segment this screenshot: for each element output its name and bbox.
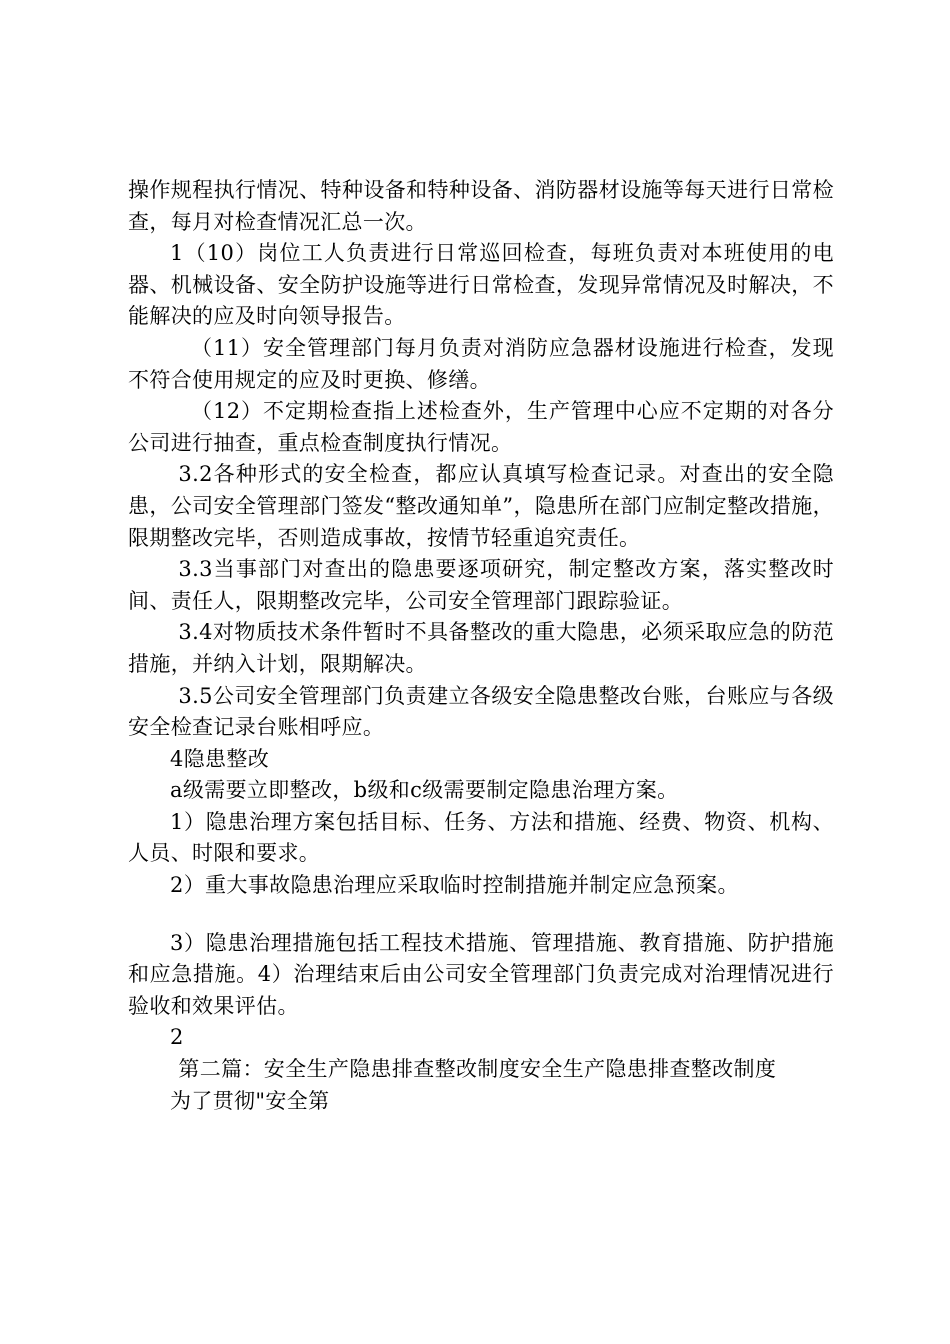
section-heading-4: 4隐患整改 [170, 746, 270, 771]
paragraph-list-1: 1）隐患治理方案包括目标、任务、方法和措施、经费、物资、机构、人员、时限和要求。 [128, 809, 834, 866]
paragraph-section-3-4: 3.4对物质技术条件暂时不具备整改的重大隐患，必须采取应急的防范措施，并纳入计划，限期解决。 [128, 620, 834, 676]
chapter-heading-part-2: 第二篇：安全生产隐患排查整改制度安全生产隐患排查整改制度 [178, 1057, 777, 1082]
paragraph-item-12: （12）不定期检查指上述检查外，生产管理中心应不定期的对各分公司进行抽查，重点检查制度执行情况。 [128, 399, 834, 455]
paragraph-truncated-intro: 为了贯彻"安全第 [170, 1088, 330, 1113]
document-body [128, 175, 834, 1117]
paragraph-item-11: （11）安全管理部门每月负责对消防应急器材设施进行检查，发现不符合使用规定的应及时更换、修缮。 [128, 335, 834, 392]
paragraph-section-3-3: 3.3当事部门对查出的隐患要逐项研究，制定整改方案，落实整改时间、责任人，限期整改完毕，公司安全管理部门跟踪验证。 [128, 557, 834, 613]
page-number: 2 [170, 1025, 184, 1050]
paragraph-grade-rules: a级需要立即整改，b级和c级需要制定隐患治理方案。 [170, 778, 679, 803]
paragraph-item-10: 1（10）岗位工人负责进行日常巡回检查，每班负责对本班使用的电器、机械设备、安全防护设施等进行日常检查，发现异常情况及时解决，不能解决的应及时向领导报告。 [128, 241, 834, 329]
paragraph-list-3-4: 3）隐患治理措施包括工程技术措施、管理措施、教育措施、防护措施和应急措施。4）治理结束后由公司安全管理部门负责完成对治理情况进行验收和效果评估。 [128, 930, 834, 1018]
paragraph-section-3-2: 3.2各种形式的安全检查，都应认真填写检查记录。对查出的安全隐患，公司安全管理部门签发“整改通知单”，隐患所在部门应制定整改措施，限期整改完毕，否则造成事故，按情节轻重追究责任。 [128, 462, 834, 550]
paragraph-list-2: 2）重大事故隐患治理应采取临时控制措施并制定应急预案。 [170, 873, 739, 898]
paragraph-daily-check-summary: 操作规程执行情况、特种设备和特种设备、消防器材设施等每天进行日常检查，每月对检查情况汇总一次。 [128, 178, 834, 234]
paragraph-section-3-5: 3.5公司安全管理部门负责建立各级安全隐患整改台账，台账应与各级安全检查记录台账相呼应。 [128, 683, 834, 740]
